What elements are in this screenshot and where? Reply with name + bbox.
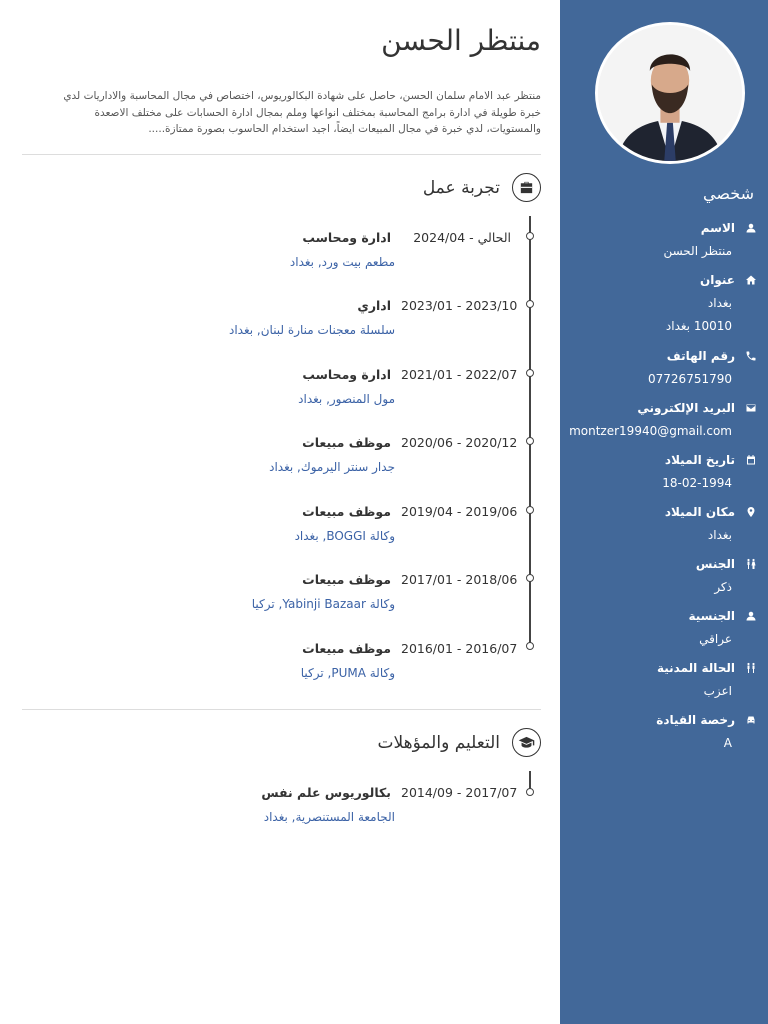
timeline-dot [526, 232, 534, 240]
field-email [568, 400, 758, 439]
education-item [31, 785, 518, 824]
entry-date: 2023/01 - 2023/10 [401, 298, 518, 313]
experience-item [31, 572, 518, 611]
field-driving-license [568, 712, 758, 751]
experience-item [31, 641, 518, 680]
entry-org: وكالة PUMA, تركيا [300, 666, 395, 680]
graduation-cap-icon [512, 728, 541, 757]
entry-org: سلسلة معجنات منارة لبنان, بغداد [228, 323, 395, 337]
field-name [568, 220, 758, 259]
field-value-2: 10010 بغداد [665, 319, 732, 333]
sidebar [560, 0, 768, 1024]
experience-item [31, 435, 518, 474]
timeline-dot [526, 437, 534, 445]
field-marital-status [568, 660, 758, 699]
entry-role: ادارة ومحاسب [302, 367, 391, 382]
divider [22, 709, 541, 710]
entry-date: 2014/09 - 2017/07 [401, 785, 518, 800]
page-title: منتظر الحسن [381, 24, 541, 57]
field-value: 18-02-1994 [662, 476, 732, 490]
field-address [568, 272, 758, 334]
field-value: ذكر [714, 580, 732, 594]
section-title: تجربة عمل [422, 177, 500, 198]
experience-item [31, 504, 518, 543]
field-birth-date [568, 452, 758, 491]
timeline-dot [526, 369, 534, 377]
gender-icon [744, 557, 758, 571]
field-value: اعزب [703, 684, 732, 698]
field-label: تاريخ الميلاد [664, 453, 735, 467]
timeline-dot [526, 574, 534, 582]
field-value: A [723, 736, 732, 750]
field-value: بغداد [707, 528, 732, 542]
timeline-dot [526, 506, 534, 514]
entry-org: الجامعة المستنصرية, بغداد [263, 810, 395, 824]
field-value: عراقي [699, 632, 732, 646]
education-section-header [377, 728, 541, 757]
field-label: رقم الهاتف [666, 349, 735, 363]
briefcase-icon [512, 173, 541, 202]
field-gender [568, 556, 758, 595]
entry-org: وكالة BOGGI, بغداد [294, 529, 395, 543]
entry-date: 2024/04 - الحالي [413, 230, 511, 245]
experience-item [31, 367, 518, 406]
field-value: بغداد [707, 296, 732, 310]
entry-role: موظف مبيعات [302, 641, 391, 656]
entry-role: موظف مبيعات [302, 572, 391, 587]
person-icon [744, 609, 758, 623]
people-icon [744, 661, 758, 675]
sidebar-title: شخصي [703, 184, 754, 203]
field-label: مكان الميلاد [664, 505, 735, 519]
entry-org: مول المنصور, بغداد [298, 392, 395, 406]
field-birth-place [568, 504, 758, 543]
timeline-dot [526, 788, 534, 796]
phone-icon [744, 349, 758, 363]
entry-org: جدار سنتر اليرموك, بغداد [269, 460, 395, 474]
field-label: رخصة القيادة [656, 713, 735, 727]
experience-item [31, 230, 511, 269]
entry-org: مطعم بيت ورد, بغداد [289, 255, 395, 269]
timeline-dot [526, 642, 534, 650]
car-icon [744, 713, 758, 727]
experience-item [31, 298, 518, 337]
field-label: الجنس [695, 557, 735, 571]
home-icon [744, 273, 758, 287]
location-pin-icon [744, 505, 758, 519]
entry-date: 2017/01 - 2018/06 [401, 572, 518, 587]
person-icon [744, 221, 758, 235]
field-value: 07726751790 [648, 372, 732, 386]
divider [22, 154, 541, 155]
section-title: التعليم والمؤهلات [377, 732, 500, 753]
field-label: الجنسية [688, 609, 735, 623]
entry-date: 2021/01 - 2022/07 [401, 367, 518, 382]
field-value: montzer19940@gmail.com [569, 424, 732, 438]
field-phone [568, 348, 758, 387]
calendar-icon [744, 453, 758, 467]
field-label: الحالة المدنية [656, 661, 735, 675]
email-icon [744, 401, 758, 415]
entry-role: اداري [357, 298, 391, 313]
entry-role: موظف مبيعات [302, 435, 391, 450]
entry-date: 2016/01 - 2016/07 [401, 641, 518, 656]
field-label: البريد الإلكتروني [637, 401, 735, 415]
about-text: منتظر عبد الامام سلمان الحسن، حاصل على شهادة البكالوريوس، اختصاص في مجال المحاسبة والاداريات لدي خبرة طويلة في ادارة برامج المحاسبة بمختلف انواعها وملم بمجال ادارة الحسابات على مختلف الاصعدة والمستويات، لدي خبرة في مجال المبيعات ايضاً، اجيد استخدام الحاسوب بصورة ممتازة..... [63, 90, 541, 135]
entry-role: ادارة ومحاسب [302, 230, 391, 245]
entry-org: وكالة Yabinji Bazaar, تركيا [251, 597, 395, 611]
entry-date: 2019/04 - 2019/06 [401, 504, 518, 519]
field-label: الاسم [700, 221, 735, 235]
experience-section-header [423, 173, 541, 202]
entry-role: موظف مبيعات [302, 504, 391, 519]
timeline-dot [526, 300, 534, 308]
entry-role: بكالوريوس علم نفس [261, 785, 391, 800]
field-label: عنوان [700, 273, 735, 287]
profile-photo [595, 22, 745, 164]
entry-date: 2020/06 - 2020/12 [401, 435, 518, 450]
field-value: منتظر الحسن [663, 244, 732, 258]
field-nationality [568, 608, 758, 647]
